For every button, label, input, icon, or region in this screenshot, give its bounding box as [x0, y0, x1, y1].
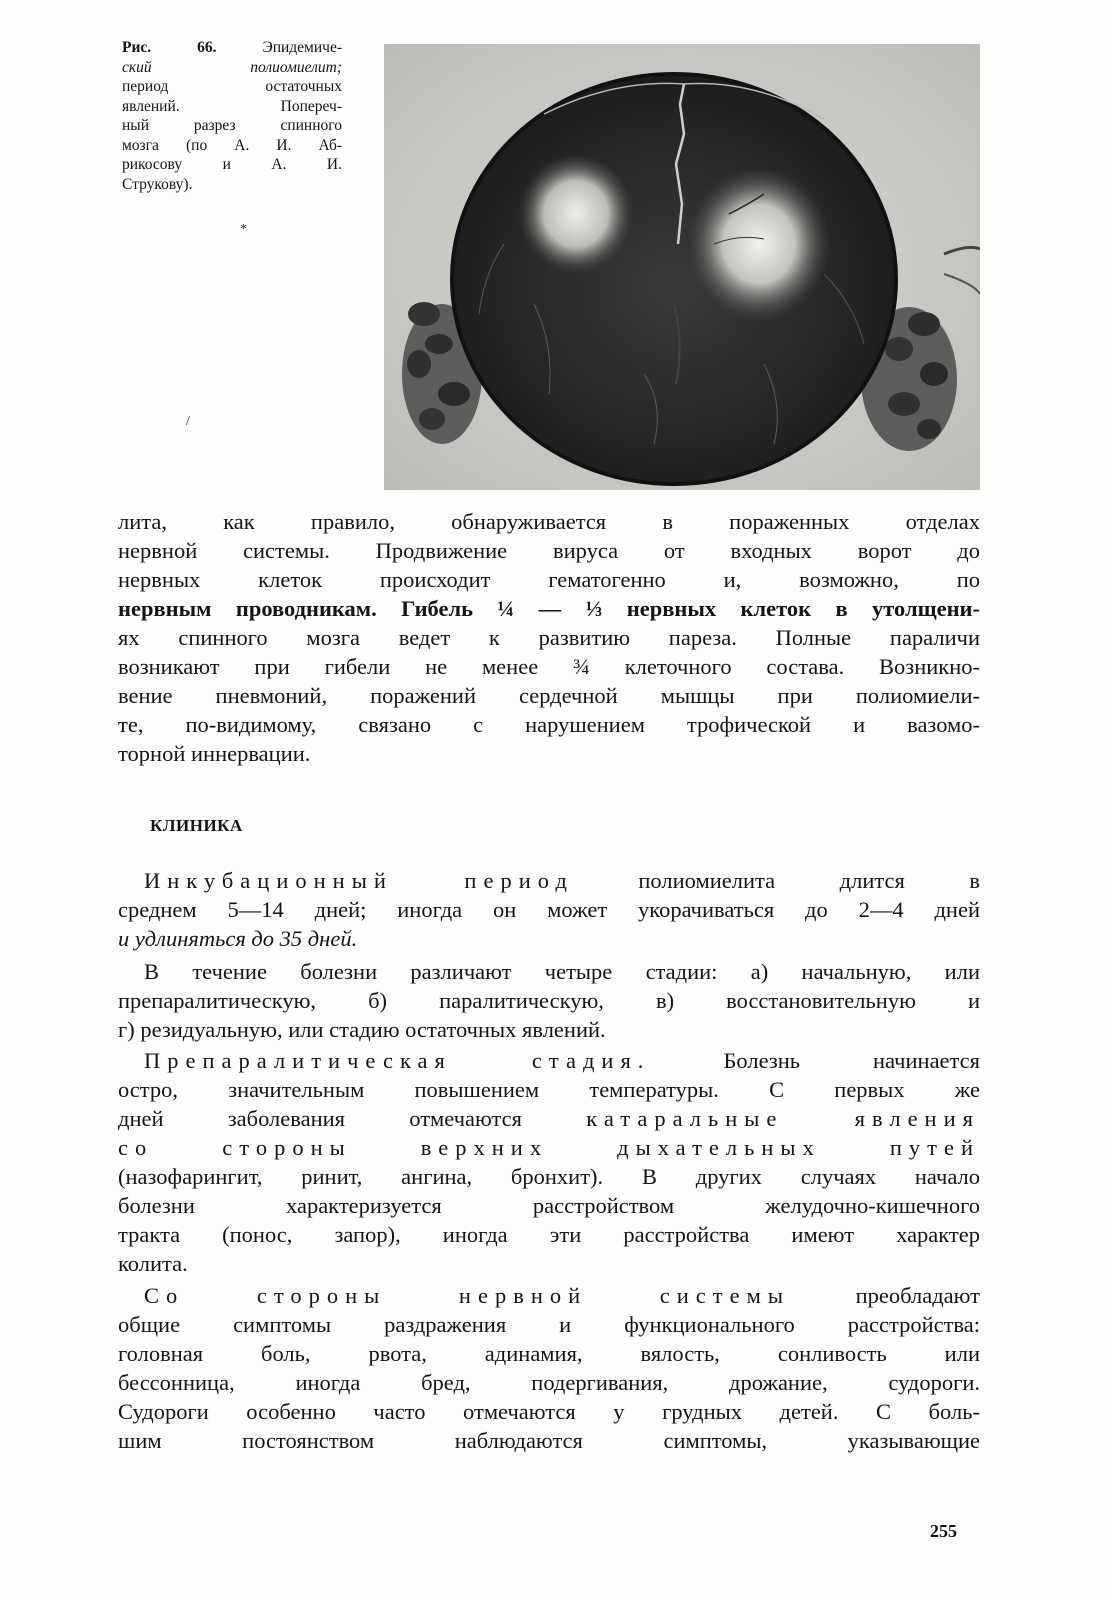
caption-label: Рис. 66.: [122, 39, 217, 56]
text-line: нервных клеток происходит гематогенно и, возможно, по: [118, 567, 980, 592]
text-fragment: Болезнь начинается: [723, 1048, 980, 1073]
text-line: [118, 1046, 980, 1075]
text-line: [118, 1104, 980, 1133]
text-line: [118, 1281, 980, 1310]
caption-line: ный разрез спинного: [122, 117, 342, 134]
text-fragment: дней заболевания отмечаются: [118, 1106, 522, 1131]
paragraph-pathogenesis: [118, 507, 980, 768]
text-line: нервной системы. Продвижение вируса от входных ворот до: [118, 538, 980, 563]
stray-mark: /: [186, 414, 190, 429]
text-line: остро, значительным повышением температуры. С первых же: [118, 1077, 980, 1102]
section-heading: КЛИНИКА: [150, 816, 243, 835]
text-line: головная боль, рвота, адинамия, вялость, сонливость или: [118, 1341, 980, 1366]
caption-line: явлений. Попереч-: [122, 97, 342, 115]
page-number: 255: [930, 1521, 957, 1541]
paragraph-nervous-system: [118, 1281, 980, 1455]
text-line: торной иннервации.: [118, 741, 311, 766]
text-line: возникают при гибели не менее ¾ клеточного состава. Возникно-: [118, 654, 980, 679]
spaced-term: Препаралитическая стадия.: [144, 1048, 651, 1073]
text-line: [118, 866, 980, 895]
caption-line: рикосову и А. И.: [122, 156, 342, 173]
spaced-term: Инкубационный период: [144, 868, 574, 893]
text-line: нервным проводникам. Гибель ¼ — ⅓ нервных клеток в утолщени-: [118, 596, 980, 621]
spaced-term: Со стороны нервной системы: [144, 1283, 790, 1308]
text-line: те, по-видимому, связано с нарушением трофической и вазомо-: [118, 712, 980, 737]
text-line: колита.: [118, 1251, 188, 1276]
paragraph-incubation: [118, 866, 980, 953]
caption-line: мозга (по А. И. Аб-: [122, 136, 342, 154]
spaced-line: со стороны верхних дыхательных путей: [118, 1135, 980, 1160]
spinal-cord-micrograph: [384, 44, 980, 490]
text-line: ях спинного мозга ведет к развитию пареза. Полные параличи: [118, 625, 980, 650]
text-line: вение пневмоний, поражений сердечной мышцы при полиомиели-: [118, 683, 980, 708]
text-line: общие симптомы раздражения и функционального расстройства:: [118, 1312, 980, 1337]
text-line: лита, как правило, обнаруживается в пораженных отделах: [118, 509, 980, 534]
text-line: шим постоянством наблюдаются симптомы, указывающие: [118, 1428, 980, 1453]
text-line: г) резидуальную, или стадию остаточных явлений.: [118, 1017, 606, 1042]
stray-mark: *: [240, 222, 247, 237]
figure-caption: [122, 38, 342, 194]
caption-line: Струкову).: [122, 175, 193, 193]
caption-line: ский полиомиелит;: [122, 58, 342, 76]
caption-line: период остаточных: [122, 78, 342, 95]
text-line: (назофарингит, ринит, ангина, бронхит). В других случаях начало: [118, 1164, 980, 1189]
text-line: болезни характеризуется расстройством желудочно-кишечного: [118, 1193, 980, 1218]
text-line: и удлиняться до 35 дней.: [118, 926, 358, 951]
paragraph-stages: [118, 957, 980, 1044]
text-line: препаралитическую, б) паралитическую, в) восстановительную и: [118, 988, 980, 1013]
text-line: бессонница, иногда бред, подергивания, дрожание, судороги.: [118, 1370, 980, 1395]
text-line: среднем 5—14 дней; иногда он может укорачиваться до 2—4 дней: [118, 897, 980, 922]
spaced-term: катаральные явления: [586, 1106, 980, 1131]
text-line: В течение болезни различают четыре стадии: а) начальную, или: [144, 959, 980, 984]
text-line: тракта (понос, запор), иногда эти расстройства имеют характер: [118, 1222, 980, 1247]
paragraph-preparalytic: [118, 1046, 980, 1278]
text-line: Судороги особенно часто отмечаются у грудных детей. С боль-: [118, 1399, 980, 1424]
caption-line: Эпидемиче-: [262, 39, 342, 56]
text-fragment: преобладают: [855, 1283, 980, 1308]
text-fragment: полиомиелита длится в: [638, 868, 981, 893]
